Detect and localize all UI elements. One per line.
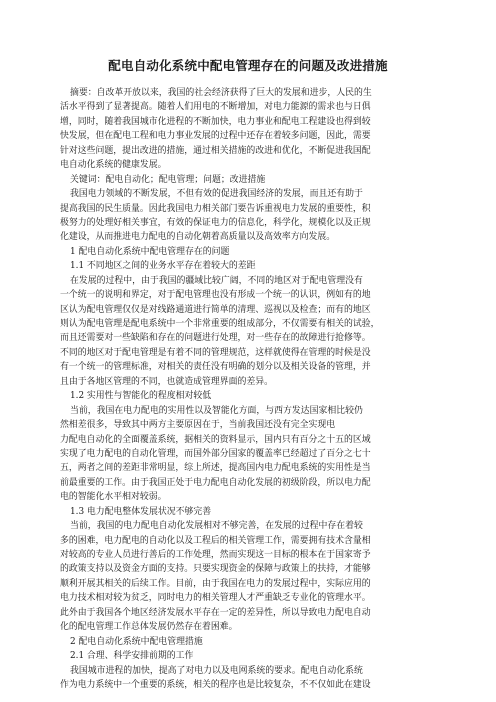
text-line: 当前，我国的电力配电自动化发展相对不够完善，在发展的过程中存在着较 xyxy=(70,521,363,532)
text-line: 电力技术相对较为贫乏，同时电力的相关管理人才严重缺乏专业化的管理水平。 xyxy=(60,593,371,604)
text-line: 一个统一的说明和界定，对于配电管理也没有形成一个统一的认识，例如有的地 xyxy=(60,290,371,301)
text-line: 活水平得到了显著提高。随着人们用电的不断增加，对电力能源的需求也与日俱 xyxy=(60,102,371,113)
text-line: 1.3 电力配电整体发展状况不够完善 xyxy=(70,506,212,517)
text-line: 关键词：配电自动化；配电管理；问题；改进措施 xyxy=(70,174,266,185)
text-line: 化的配电管理工作总体发展仍然存在着困难。 xyxy=(60,622,238,633)
text-line: 增，同时，随着我国城市化进程的不断加快，电力事业和配电工程建设也得到较 xyxy=(60,116,371,127)
text-line: 快发展，但在配电工程和电力事业发展的过程中还存在着较多问题，因此，需要 xyxy=(60,131,371,142)
document-body xyxy=(60,86,438,692)
text-line: 五，两者之间的差距非常明显，综上所述，提高国内电力配电系统的实用性是当 xyxy=(60,463,371,474)
text-line: 有一个统一的管理标准，对相关的责任没有明确的划分以及相关设备的管理，并 xyxy=(60,362,371,373)
text-line: 1.2 实用性与智能化的程度相对较低 xyxy=(70,391,212,402)
text-line: 作为电力系统中一个重要的系统，相关的程序也是比较复杂，不不仅如此在建设 xyxy=(60,679,371,690)
text-line: 我国城市进程的加快，提高了对电力以及电网系统的要求。配电自动化系统 xyxy=(70,665,363,676)
text-line: 1.1 不同地区之间的业务水平存在着较大的差距 xyxy=(70,261,256,272)
document-title: 配电自动化系统中配电管理存在的问题及改进措施 xyxy=(108,58,388,73)
text-line: 不同的地区对于配电管理是有着不同的管理规范，这样就使得在管理的时候是没 xyxy=(60,347,371,358)
text-line: 化建设，从而推进电力配电的自动化朝着高质量以及高效率方向发展。 xyxy=(60,232,336,243)
text-line: 1 配电自动化系统中配电管理存在的问题 xyxy=(70,246,230,257)
text-line: 而且还需要对一些缺陷和存在的问题进行处理，对一些存在的故障进行抢修等。 xyxy=(60,333,371,344)
text-line: 多的困难，电力配电的自动化以及工程后的相关管理工作，需要拥有技术含量相 xyxy=(60,535,371,546)
text-line: 我国电力领域的不断发展，不但有效的促进我国经济的发展，而且还有助于 xyxy=(70,189,363,200)
text-line: 电自动化系统的健康发展。 xyxy=(60,160,167,171)
text-line: 提高我国的民生质量。因此我国电力相关部门要告诉重视电力发展的重要性，积 xyxy=(60,203,371,214)
text-line: 然相差很多，导致其中两方主要原因在于，当前我国还没有完全实现电 xyxy=(60,420,336,431)
text-line: 2.1 合理、科学安排前期的工作 xyxy=(70,651,194,662)
text-line: 力配电自动化的全面覆盖系统，据相关的资料显示，国内只有百分之十五的区域 xyxy=(60,434,371,445)
text-line: 顺利开展其相关的后续工作。目前，由于我国在电力的发展过程中，实际应用的 xyxy=(60,578,371,589)
text-line: 针对这些问题，提出改进的措施，通过相关措施的改进和优化，不断促进我国配 xyxy=(60,145,371,156)
text-line: 前最重要的工作。由于我国正处于电力配电自动化发展的初级阶段，所以电力配 xyxy=(60,477,371,488)
text-line: 的政策支持以及资金方面的支持。只要实现资金的保障与政策上的扶持，才能够 xyxy=(60,564,371,575)
text-line: 且由于各地区管理的不同，也就造成管理界面的差异。 xyxy=(60,376,273,387)
text-line: 则认为配电管理是配电系统中一个非常重要的组成部分，不仅需要有相关的试验， xyxy=(60,319,380,329)
text-line: 区认为配电管理仅仅是对线路通道进行简单的清理、巡视以及检查；而有的地区 xyxy=(60,304,371,315)
text-line: 此外由于我国各个地区经济发展水平存在一定的差异性，所以导致电力配电自动 xyxy=(60,607,371,618)
text-line: 当前，我国在电力配电的实用性以及智能化方面，与西方发达国家相比较仍 xyxy=(70,405,363,416)
text-line: 电的智能化水平相对较弱。 xyxy=(60,492,167,503)
text-line: 摘要：自改革开放以来，我国的社会经济获得了巨大的发展和进步，人民的生 xyxy=(70,88,372,98)
text-line: 在发展的过程中，由于我国的疆域比较广阔，不同的地区对于配电管理没有 xyxy=(70,275,363,286)
text-line: 对较高的专业人员进行善后的工作处理，然而实现这一目标的根本在于国家寄予 xyxy=(60,550,371,560)
text-line: 极努力的处理好相关事宜，有效的保证电力的信息化，科学化，规模化以及正规 xyxy=(60,217,371,228)
text-line: 实现了电力配电的自动化管理，而国外部分国家的覆盖率已经超过了百分之七十 xyxy=(60,448,371,459)
text-line: 2 配电自动化系统中配电管理措施 xyxy=(70,636,203,647)
